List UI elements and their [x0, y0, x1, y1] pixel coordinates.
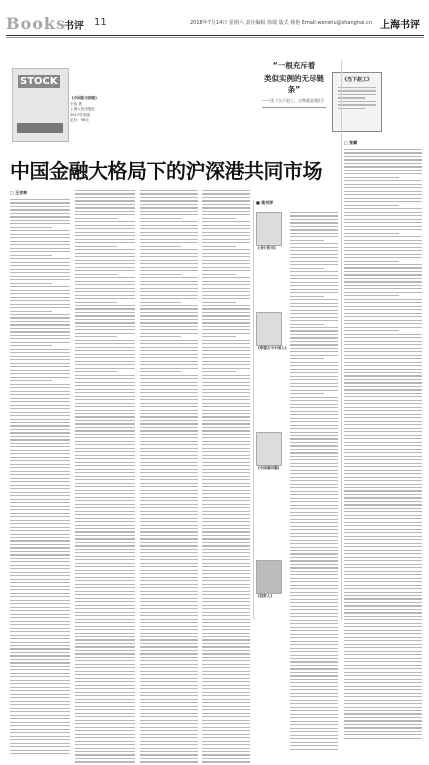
caption-line: 王伟 著: [70, 101, 82, 106]
caption-line: 上海人民出版社: [70, 107, 96, 111]
column-divider: [341, 60, 342, 620]
book-thumb-1: [256, 212, 282, 246]
pull-quote: [262, 60, 326, 108]
book-cover: [12, 68, 69, 142]
section-title: Books: [6, 14, 66, 33]
caption-line: 定价：58元: [70, 118, 89, 122]
dateline: 2018年7月14日 星期六 责任编辑 徐瑞 版式 杨艳 Email:wenshu@shanghai.cn: [190, 20, 372, 26]
page-header: [0, 0, 429, 38]
header-rule: [6, 35, 424, 36]
quote-byline: ——读《当下赵工、万物就是我们》: [262, 98, 326, 103]
book-thumb-3: [256, 432, 282, 466]
thumb-caption-2: 《穿越古今中国人》: [256, 346, 289, 350]
book-thumb-2: [256, 312, 282, 346]
box-title: 《当下赵工》: [341, 77, 372, 83]
article-byline: □ 王吉林: [10, 190, 28, 195]
article-column-1: [10, 190, 70, 757]
thumb-caption-3: 《中国诸问题》: [256, 466, 282, 470]
quote-line-1: “一根充斥着: [272, 61, 316, 70]
caption-line: 2017年出版: [70, 112, 90, 117]
middle-byline-wrap: [256, 200, 316, 209]
cover-word: STOCK: [20, 76, 58, 87]
article-column-4: [202, 190, 250, 765]
article-headline: 中国金融大格局下的沪深港共同市场: [10, 159, 322, 183]
article-column-2: [75, 190, 135, 765]
thumb-caption-4: 《投资人》: [256, 594, 274, 598]
right-byline: □ 张霖: [344, 140, 358, 145]
page-number: 11: [94, 17, 107, 28]
book-caption: [70, 96, 128, 124]
middle-column-text: [290, 212, 338, 752]
book-info-box: [332, 72, 382, 132]
caption-line: 《中国股市探秘》: [70, 96, 99, 100]
quote-rule: [262, 107, 326, 108]
paper-name: 上海书评: [380, 20, 420, 31]
cover-band: [17, 123, 63, 133]
quote-line-2: 类似实例的无尽链条”: [264, 74, 324, 94]
column-divider: [253, 200, 254, 620]
right-article-column: [344, 140, 422, 741]
book-thumb-4: [256, 560, 282, 594]
column-name: 书评: [64, 21, 84, 32]
thumb-caption-1: 《书中的书》: [256, 246, 278, 250]
header-rule-thin: [6, 37, 424, 38]
article-column-3: [140, 190, 198, 765]
middle-byline: ■ 读书评: [256, 200, 274, 205]
